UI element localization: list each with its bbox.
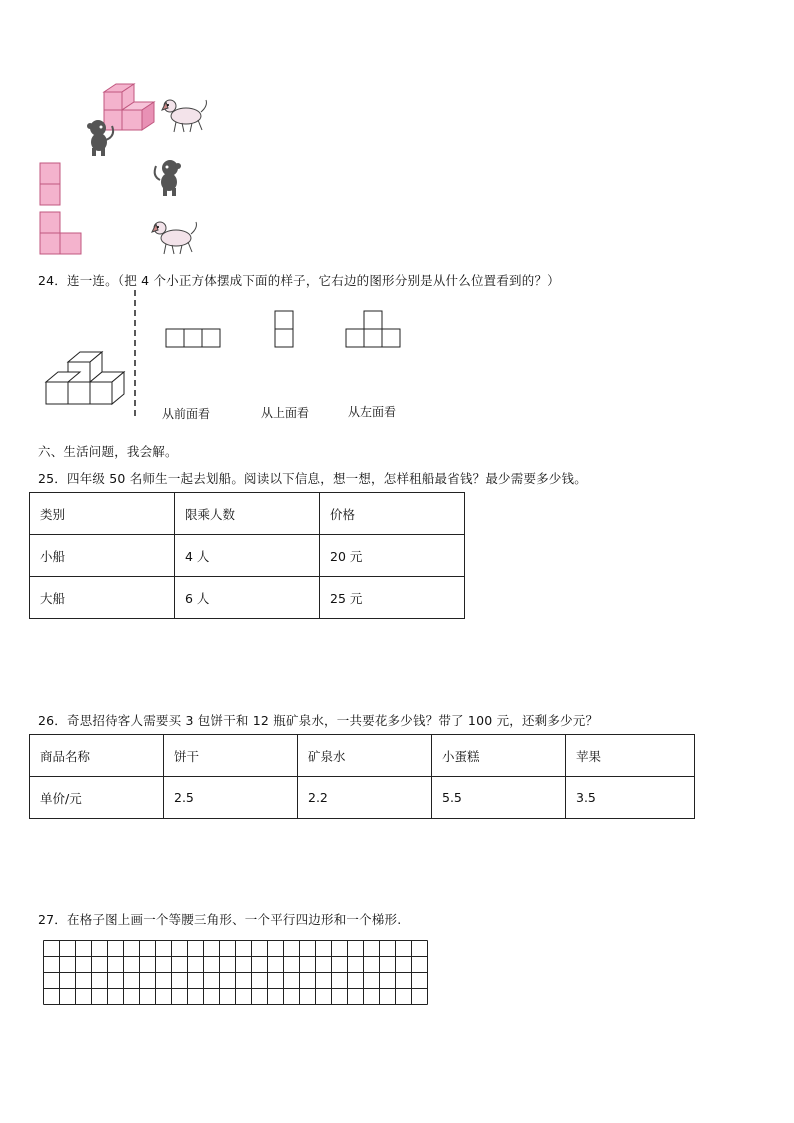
label-front-view: 从前面看 <box>162 407 211 421</box>
cube-figure-pink <box>0 0 794 260</box>
view-shape-l <box>40 212 81 254</box>
cube-figure-3d <box>40 340 170 450</box>
drawing-grid[interactable] <box>43 940 433 1010</box>
table-header-cell: 小蛋糕 <box>432 735 566 777</box>
dog-icon <box>150 218 200 258</box>
table-cell: 单价/元 <box>30 777 164 819</box>
table-row <box>30 577 465 619</box>
table-cell: 5.5 <box>432 777 566 819</box>
table-cell: 小船 <box>30 535 175 577</box>
monkey-icon <box>78 118 118 158</box>
table-header-cell: 类别 <box>30 493 175 535</box>
table-header-cell: 苹果 <box>566 735 695 777</box>
table-header-row <box>30 493 465 535</box>
table-row <box>30 535 465 577</box>
table-cell: 3.5 <box>566 777 695 819</box>
table-cell: 大船 <box>30 577 175 619</box>
boat-table <box>29 492 465 619</box>
table-cell: 20 元 <box>320 535 465 577</box>
table-header-row <box>30 735 695 777</box>
table-header-cell: 饼干 <box>164 735 298 777</box>
table-row <box>30 777 695 819</box>
table-header-cell: 价格 <box>320 493 465 535</box>
view-left-shape <box>345 310 405 350</box>
view-top-shape <box>274 310 298 350</box>
price-table <box>29 734 695 819</box>
table-cell: 4 人 <box>175 535 320 577</box>
label-left-view: 从左面看 <box>348 405 397 419</box>
table-cell: 2.5 <box>164 777 298 819</box>
divider-dashed-line <box>130 290 140 420</box>
view-front-shape <box>165 328 225 350</box>
q27-text: 27．在格子图上画一个等腰三角形、一个平行四边形和一个梯形. <box>38 912 402 927</box>
table-header-cell: 商品名称 <box>30 735 164 777</box>
label-top-view: 从上面看 <box>261 406 310 420</box>
table-cell: 25 元 <box>320 577 465 619</box>
dog-icon <box>160 96 210 136</box>
table-header-cell: 矿泉水 <box>298 735 432 777</box>
view-shape-column <box>40 163 60 205</box>
table-cell: 2.2 <box>298 777 432 819</box>
table-header-cell: 限乘人数 <box>175 493 320 535</box>
section6-title: 六、生活问题，我会解。 <box>38 444 178 459</box>
q26-text: 26．奇思招待客人需要买 3 包饼干和 12 瓶矿泉水，一共要花多少钱？带了 100 元，还剩多少元？ <box>38 713 599 728</box>
table-cell: 6 人 <box>175 577 320 619</box>
q25-text: 25．四年级 50 名师生一起去划船。阅读以下信息，想一想，怎样租船最省钱？最少需要多少钱。 <box>38 471 587 486</box>
q24-text: 24．连一连。（把 4 个小正方体摆成下面的样子，它右边的图形分别是从什么位置看到的？） <box>38 273 560 288</box>
monkey-icon <box>150 158 190 198</box>
